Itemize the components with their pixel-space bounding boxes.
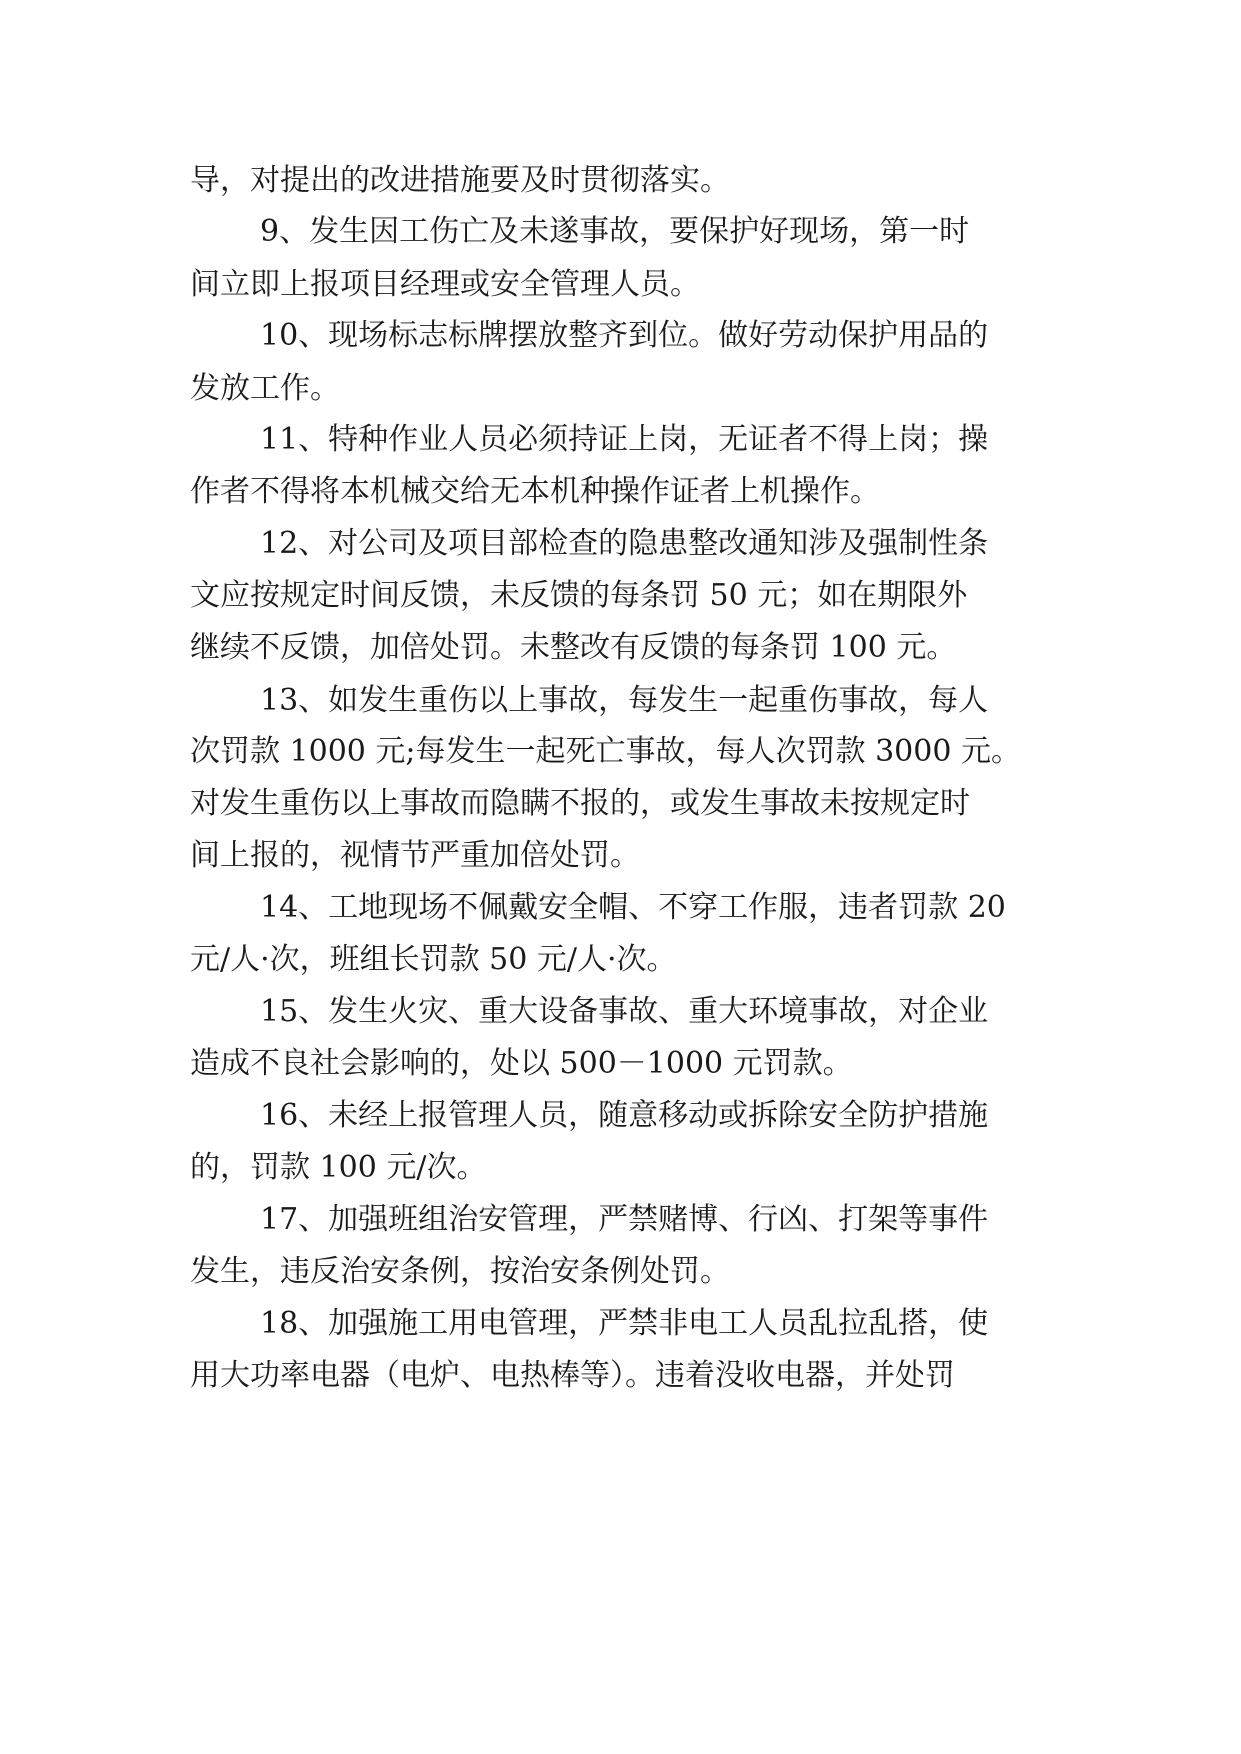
- paragraph-first-line: 18、加强施工用电管理，严禁非电工人员乱拉乱搭，使: [260, 1306, 989, 1341]
- paragraph-first-line: 10、现场标志标牌摆放整齐到位。做好劳动保护用品的: [260, 318, 989, 353]
- paragraph-line: 元/人·次，班组长罚款 50 元/人·次。: [190, 942, 677, 977]
- paragraph-line: 继续不反馈，加倍处罚。未整改有反馈的每条罚 100 元。: [190, 630, 957, 665]
- paragraph-first-line: 17、加强班组治安管理，严禁赌博、行凶、打架等事件: [260, 1202, 989, 1237]
- paragraph-line: 间上报的，视情节严重加倍处罚。: [190, 838, 640, 873]
- paragraph-line: 作者不得将本机械交给无本机种操作证者上机操作。: [190, 474, 880, 509]
- paragraph-line: 次罚款 1000 元;每发生一起死亡事故，每人次罚款 3000 元。: [190, 734, 1021, 769]
- paragraph-first-line: 14、工地现场不佩戴安全帽、不穿工作服，违者罚款 20: [260, 890, 1006, 925]
- paragraph-first-line: 12、对公司及项目部检查的隐患整改通知涉及强制性条: [260, 526, 989, 561]
- paragraph-first-line: 16、未经上报管理人员，随意移动或拆除安全防护措施: [260, 1098, 989, 1133]
- paragraph-line: 对发生重伤以上事故而隐瞒不报的，或发生事故未按规定时: [190, 786, 970, 821]
- paragraph-first-line: 13、如发生重伤以上事故，每发生一起重伤事故，每人: [260, 683, 989, 718]
- paragraph-line: 用大功率电器（电炉、电热棒等）。违着没收电器，并处罚: [190, 1358, 955, 1393]
- paragraph-first-line: 9、发生因工伤亡及未遂事故，要保护好现场，第一时: [260, 214, 970, 249]
- paragraph-first-line: 11、特种作业人员必须持证上岗，无证者不得上岗；操: [260, 422, 989, 457]
- paragraph-first-line: 15、发生火灾、重大设备事故、重大环境事故，对企业: [260, 994, 989, 1029]
- paragraph-line: 文应按规定时间反馈，未反馈的每条罚 50 元；如在期限外: [190, 578, 968, 613]
- paragraph-line: 间立即上报项目经理或安全管理人员。: [190, 267, 700, 302]
- paragraph-line: 发生，违反治安条例，按治安条例处罚。: [190, 1254, 730, 1289]
- paragraph-line: 的，罚款 100 元/次。: [190, 1150, 487, 1185]
- paragraph-line: 发放工作。: [190, 371, 340, 406]
- paragraph-line: 导，对提出的改进措施要及时贯彻落实。: [190, 163, 730, 198]
- paragraph-line: 造成不良社会影响的，处以 500－1000 元罚款。: [190, 1046, 853, 1081]
